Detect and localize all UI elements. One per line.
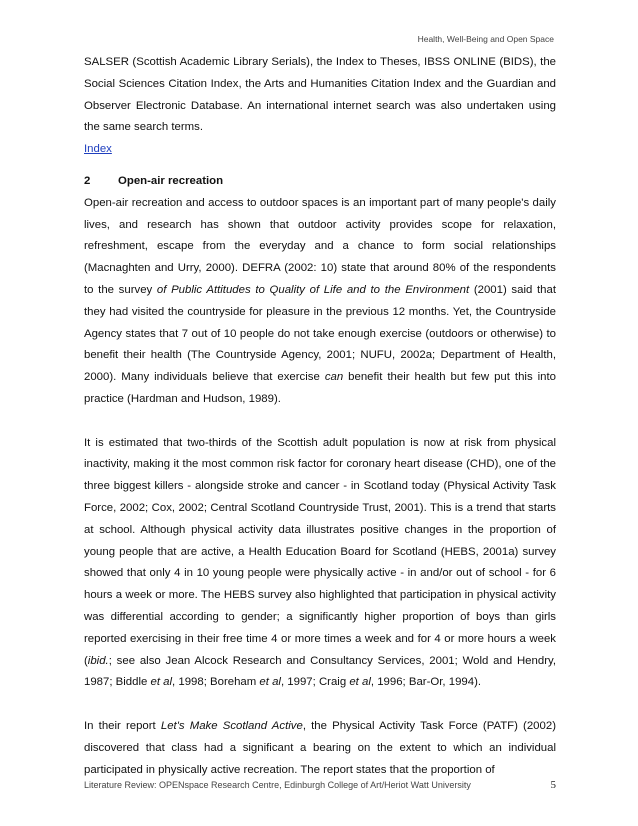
report-title: Let's Make Scotland Active — [160, 719, 303, 732]
section-title: Open-air recreation — [118, 174, 224, 187]
para3-text-b: , the Physical Activity Task Force (PATF) (2002) discovered that class had a significant a bearing on the extent to which an individual participated in physically active recreation. The report states that the proportion of — [84, 719, 556, 776]
para2-text-c: , 1998; Boreham — [172, 676, 260, 689]
intro-text: SALSER (Scottish Academic Library Serials), the Index to Theses, IBSS ONLINE (BIDS), the Social Sciences Citation Index, the Arts and Humanities Citation Index and the Guardian and Observer Electronic Database. An international internet search was also undertaken using the same search terms. — [84, 56, 556, 134]
emphasis-can: can — [324, 371, 344, 384]
survey-title: of Public Attitudes to Quality of Life and to the Environment — [156, 283, 470, 296]
paragraph-patf-report — [84, 716, 556, 781]
paragraph-inactivity — [84, 433, 556, 695]
para2-text-e: , 1996; Bar-Or, 1994). — [370, 676, 482, 689]
section-heading — [84, 171, 556, 193]
para2-text-b: ; see also Jean Alcock Research and Consultancy Services, 2001; Wold and Hendry, 1987; Biddle — [84, 654, 556, 689]
paragraph-gap — [84, 694, 556, 716]
index-link[interactable]: Index — [84, 143, 112, 156]
running-header: Health, Well-Being and Open Space — [417, 34, 554, 44]
et-al-citation: et al — [259, 676, 281, 689]
para2-text-d: , 1997; Craig — [280, 676, 350, 689]
page-number: 5 — [550, 779, 556, 791]
para2-text-a: It is estimated that two-thirds of the Scottish adult population is now at risk from physical inactivity, making it the most common risk factor for coronary heart disease (CHD), one of the three biggest killers - alongside stroke and cancer - in Scotland today (Physical Activity Task Force, 2002; Cox, 2002; Central Scotland Countryside Trust, 2001). This is a trend that starts at school. Although physical activity data illustrates positive changes in the proportion of young people that are active, a Health Education Board for Scotland (HEBS, 2001a) survey showed that only 4 in 10 young people were physically active - in and/or out of school - for 6 hours a week or more. The HEBS survey also highlighted that participation in physical activity was differential according to gender; a significantly higher proportion of boys than girls reported exercising in their free time 4 or more times a week and for 4 or more hours a week ( — [84, 436, 556, 667]
footer-text: Literature Review: OPENspace Research Centre, Edinburgh College of Art/Heriot Watt University — [84, 780, 471, 790]
index-link-line — [84, 139, 556, 161]
intro-paragraph — [84, 52, 556, 139]
para3-text-a: In their report — [84, 719, 161, 732]
body-text — [84, 52, 556, 781]
ibid-citation: ibid. — [87, 654, 109, 667]
para1-text-a: Open-air recreation and access to outdoor spaces is an important part of many people's daily lives, and research has shown that outdoor activity provides scope for relaxation, refreshment, escape from the everyday and a chance to form social relationships (Macnaghten and Urry, 2000). DEFRA (2002: 10) state that around 80% of the respondents to the survey — [84, 196, 556, 296]
et-al-citation: et al — [150, 676, 173, 689]
page-footer — [84, 779, 556, 791]
para1-text-b: (2001) said that they had visited the countryside for pleasure in the previous 12 months. Yet, the Countryside Agency states that 7 out of 10 people do not take enough exercise (outdoors or otherwise) to benefit their health (The Countryside Agency, 2001; NUFU, 2002a; Department of Health, 2000). Many individuals believe that exercise — [84, 283, 556, 384]
para1-text-c: benefit their health but few put this into practice (Hardman and Hudson, 1989). — [84, 371, 556, 405]
paragraph-gap — [84, 411, 556, 433]
et-al-citation: et al — [349, 676, 371, 689]
section-number: 2 — [84, 174, 91, 187]
paragraph-open-air — [84, 193, 556, 411]
